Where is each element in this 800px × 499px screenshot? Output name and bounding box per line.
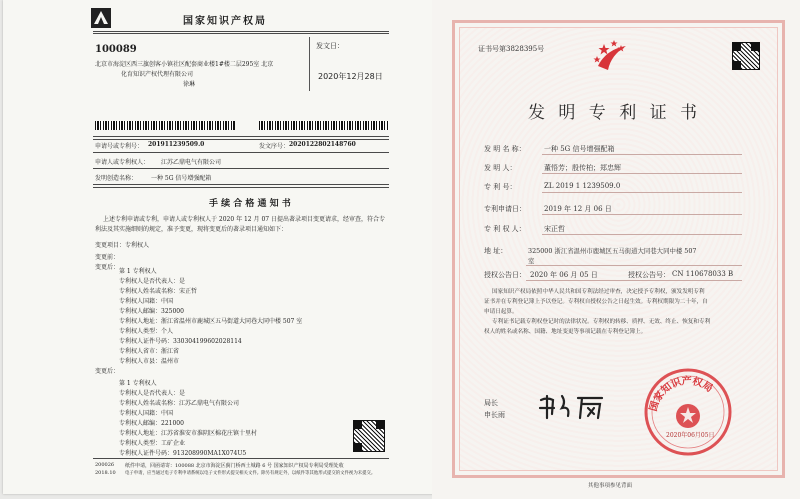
invention-name-value: 一种 5G 信号增强配箱 <box>544 145 615 153</box>
after-section-title: 第 1 专利权人 <box>119 380 157 387</box>
paragraph-line-2: 证书并在专利登记簿上予以登记。专利权自授权公告之日起生效。专利权期限为二十年，自 <box>484 299 708 305</box>
field-line: 专利权人姓名或名称：宋正哲 <box>119 288 198 295</box>
field-line: 专利权人是否代表人：是 <box>119 390 186 397</box>
field-line: 专利权人证件号码：913208990MA1X074U5 <box>119 450 247 457</box>
field-line: 专利权人国籍：中国 <box>119 410 174 417</box>
applicant-value: 江苏乙鼎电气有限公司 <box>161 159 222 166</box>
field-line: 专利权人类型：个人 <box>119 328 174 335</box>
patent-number-value: ZL 2019 1 1239509.0 <box>544 182 621 190</box>
grant-number-label: 授权公告号： <box>628 271 670 279</box>
before-section-title: 第 1 专利权人 <box>119 268 157 275</box>
field-line: 专利权人地址：江苏省淮安市淮阴区棉花庄镇十里村 <box>119 430 258 437</box>
change-item: 变更项目：专利权人 <box>95 242 150 249</box>
issue-date-box <box>309 37 390 91</box>
field-line: 专利权人邮编：325000 <box>119 308 184 315</box>
address-value-line-2: 室 <box>528 257 535 265</box>
director-name: 申长雨 <box>484 411 505 419</box>
invention-value: 一种 5G 信号增强配箱 <box>151 175 212 182</box>
cnipa-logo-icon <box>91 8 111 28</box>
grant-date-label: 授权公告日： <box>484 271 526 279</box>
postcode: 100089 <box>95 44 137 55</box>
filing-date-value: 2019 年 12 月 06 日 <box>544 205 612 213</box>
footer-version: 2018.10 <box>95 470 116 476</box>
after-label: 变更后： <box>95 368 120 375</box>
paragraph-line-1: 国家知识产权局依照中华人民共和国专利法经过审查，决定授予专利权，颁发发明专利 <box>492 289 705 295</box>
patent-certificate <box>432 0 800 499</box>
patent-number-label: 专 利 号： <box>484 183 517 191</box>
paragraph-line-4: 专利证书记载专利权登记时的法律状况。专利权的转移、质押、无效、终止、恢复和专利 <box>492 319 711 325</box>
inventor-value: 董悟芳；殷传柏；郑忠辉 <box>544 164 621 172</box>
app-no-label: 申请号或专利号： <box>95 143 144 150</box>
field-line: 专利权人姓名或名称：江苏乙鼎电气有限公司 <box>119 400 240 407</box>
address-label: 地 址： <box>484 247 508 255</box>
field-line: 专利权人邮编：221000 <box>119 420 184 427</box>
issue-date-value: 2020年12月28日 <box>318 72 383 81</box>
field-line: 专利权人证件号码：330304199602028114 <box>119 338 242 345</box>
certificate-footer: 其他事项参见背面 <box>588 483 633 489</box>
field-line: 专利权人地址：浙江省温州市鹿城区五马街道大同巷大同中楼 507 室 <box>119 318 303 325</box>
field-line: 专利权人省市：浙江省 <box>119 348 180 355</box>
recipient: 徐琳 <box>183 81 196 88</box>
address-line-1: 北京市海淀区西三旗创客小镇社区配套商业楼1#楼二层295室 北京 <box>95 61 274 68</box>
address-line-2: 化育知识产权代理有限公司 <box>121 71 194 78</box>
footer-text: 纸件申请，回函请寄：100088 北京市海淀区蓟门桥西土城路 6 号 国家知识产权局专利局受理处收 <box>125 463 344 469</box>
official-seal-icon <box>642 366 734 458</box>
inventor-label: 发 明 人： <box>484 164 517 172</box>
certificate-number: 证书号第3828395号 <box>478 45 545 53</box>
after-placeholder-label: 变更后： <box>95 264 120 271</box>
svg-text:国家知识产权局: 国家知识产权局 <box>648 375 715 413</box>
barcode-right <box>259 121 389 130</box>
owner-value: 宋正哲 <box>544 225 565 233</box>
invention-label: 发明创造名称： <box>95 175 138 182</box>
director-signature <box>536 388 608 422</box>
owner-label: 专 利 权 人： <box>484 225 526 233</box>
barcode-left <box>95 121 235 130</box>
address-value-line-1: 325000 浙江省温州市鹿城区五马街道大同巷大同中楼 507 <box>528 247 697 255</box>
grant-date-value: 2020 年 06 月 05 日 <box>530 271 598 279</box>
body-line-1: 上述专利申请或专利，申请人或专利权人于 2020 年 12 月 07 日提出著录项目变更请求，经审查，符合专 <box>103 216 385 223</box>
field-line: 专利权人国籍：中国 <box>119 298 174 305</box>
field-line: 专利权人市县：温州市 <box>119 358 180 365</box>
body-line-2: 利法及其实施细则的规定，准予变更，现将变更后的著录项目通知如下： <box>95 226 288 233</box>
office-title: 国家知识产权局 <box>183 16 267 27</box>
notice-title: 手 续 合 格 通 知 书 <box>209 199 291 209</box>
footer-text-2: 电子申请，应当通过电子专利申请系统以电子文件形式提交相关文件。除另有规定外，以纸件等其他形式提交的文件视为未提交。 <box>125 471 376 476</box>
serial-value: 2020122802148760 <box>289 141 356 148</box>
seal-date: 2020年06月05日 <box>666 432 715 439</box>
applicant-label: 申请人或专利权人： <box>95 159 150 166</box>
invention-name-label: 发 明 名 称： <box>484 145 526 153</box>
emblem-stars-icon <box>592 36 632 76</box>
issue-date-label: 发文日： <box>316 42 344 50</box>
field-line: 专利权人是否代表人：是 <box>119 278 186 285</box>
app-no-value: 201911239509.0 <box>148 141 205 148</box>
filing-date-label: 专利申请日： <box>484 205 526 213</box>
certificate-title: 发 明 专 利 证 书 <box>528 103 702 123</box>
paragraph-line-3: 申请日起算。 <box>484 309 518 315</box>
grant-number-value: CN 110678033 B <box>672 270 734 278</box>
qr-code-right <box>732 42 760 70</box>
qr-code-left <box>353 420 385 452</box>
director-label: 局长 <box>484 399 498 407</box>
field-line: 专利权人类型：工矿企业 <box>119 440 186 447</box>
notice-document <box>3 0 435 494</box>
paragraph-line-5: 权人的姓名或名称、国籍、地址变更等事项记载在专利登记簿上。 <box>484 329 647 335</box>
before-label: 变更前： <box>95 254 120 261</box>
footer-code: 200026 <box>95 462 115 468</box>
serial-label: 发文序号： <box>259 143 290 150</box>
